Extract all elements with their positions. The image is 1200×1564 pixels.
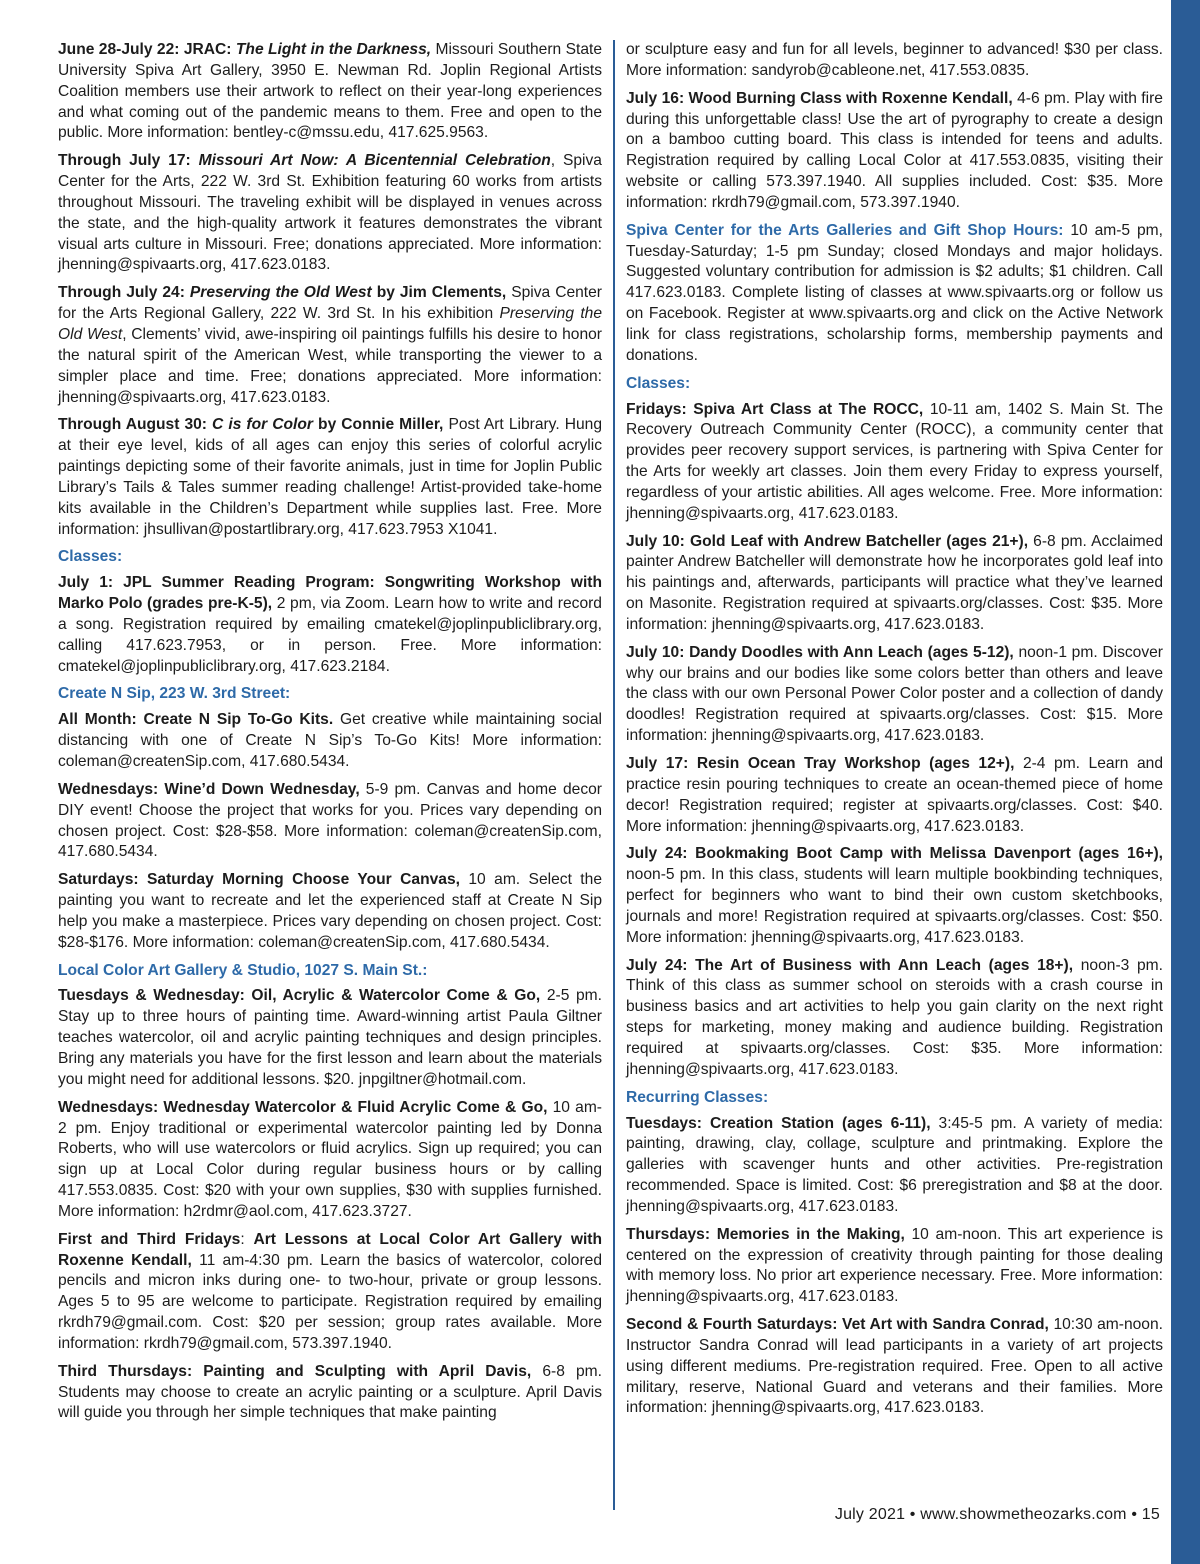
event-preserving-old-west: Through July 24: Preserving the Old West by Jim Clements, Spiva Center for the Arts Regional Gallery, 222 W. 3rd St. In his exhibition Preserving the Old West, Clements’ vivid, awe-inspiring oil paintings fulfills his desire to honor the natural spirit of the American West, while transporting the viewer to a simpler place and time. Free; donations appreciated. More information: jhenning@spivaarts.org, 417.623.0183. [58, 284, 602, 406]
event-saturday-canvas: Saturdays: Saturday Morning Choose Your Canvas, 10 am. Select the painting you want to recreate and let the experienced staff at Create N Sip help you make a masterpiece. Prices vary depending on chosen project. Cost: $28-$176. More information: coleman@createnSip.com, 417.680.5434. [58, 871, 602, 951]
right-column [626, 40, 1163, 1426]
event-resin-tray: July 17: Resin Ocean Tray Workshop (ages 12+), 2-4 pm. Learn and practice resin pouring techniques to create an ocean-themed piece of home decor! Registration required; register at spivaarts.org/classes. Cost: $40. More information: jhenning@spivaarts.org, 417.623.0183. [626, 755, 1163, 835]
event-missouri-art-now: Through July 17: Missouri Art Now: A Bicentennial Celebration, Spiva Center for the Arts, 222 W. 3rd St. Exhibition featuring 60 works from artists throughout Missouri. The traveling exhibit will be displayed in venues across the state, and the high-quality artwork it features demonstrates the vibrant visual arts culture in Missouri. Free; donations appreciated. More information: jhenning@spivaarts.org, 417.623.0183. [58, 152, 602, 274]
column-divider [613, 40, 615, 1510]
event-wood-burning: July 16: Wood Burning Class with Roxenne Kendall, 4-6 pm. Play with fire during this unforgettable class! Use the art of pyrography to create a design on a bamboo cutting board. This class is intended for teens and adults. Registration required by calling Local Color at 417.553.0835, visiting their website or calling 573.397.1940. All supplies included. Cost: $35. More information: rkrdh79@gmail.com, 573.397.1940. [626, 89, 1163, 211]
section-heading-local-color: Local Color Art Gallery & Studio, 1027 S. Main St.: [58, 961, 428, 979]
spiva-hours: Spiva Center for the Arts Galleries and Gift Shop Hours: 10 am-5 pm, Tuesday-Saturday; 1-5 pm Sunday; closed Mondays and major holidays. Suggested voluntary contribution for admission is $2 adults; $1 children. Call 417.623.0183. Complete listing of classes at www.spivaarts.org or follow us on Facebook. Register at www.spivaarts.org and click on the Active Network link for class registrations, scholarship forms, membership payments and donations. [626, 221, 1163, 364]
event-wine-down: Wednesdays: Wine’d Down Wednesday, 5-9 pm. Canvas and home decor DIY event! Choose the project that works for you. Prices vary depending on chosen project. Cost: $28-$58. More information: coleman@createnSip.com, 417.680.5434. [58, 780, 602, 861]
event-art-of-business: July 24: The Art of Business with Ann Leach (ages 18+), noon-3 pm. Think of this class as summer school on steroids with a crash course in business basics and art activities to help you gain clarity on the next right steps for marketing, money making and audience building. Registration required at spivaarts.org/classes. Cost: $35. More information: jhenning@spivaarts.org, 417.623.0183. [626, 956, 1163, 1078]
event-april-davis-continued: or sculpture easy and fun for all levels, beginner to advanced! $30 per class. More information: sandyrob@cableone.net, 417.553.0835. [626, 41, 1163, 79]
section-heading-classes: Classes: [58, 548, 123, 566]
event-april-davis: Third Thursdays: Painting and Sculpting with April Davis, 6-8 pm. Students may choose to create an acrylic painting or a sculpture. April Davis will guide you through her simple techniques that make painting [58, 1362, 602, 1422]
event-memories-in-the-making: Thursdays: Memories in the Making, 10 am-noon. This art experience is centered on the expression of creativity through painting for those dealing with memory loss. No prior art experience necessary. Free. More information: jhenning@spivaarts.org, 417.623.0183. [626, 1225, 1164, 1306]
event-rocc-class: Fridays: Spiva Art Class at The ROCC, 10-11 am, 1402 S. Main St. The Recovery Outreach Community Center (ROCC), a community center that provides peer recovery support services, is partnering with Spiva Center for the Arts for weekly art classes. Join them every Friday to express yourself, regardless of your artistic abilities. All ages welcome. Free. More information: jhenning@spivaarts.org, 417.623.0183. [626, 400, 1163, 522]
event-watercolor-fluid-acrylic: Wednesdays: Wednesday Watercolor & Fluid Acrylic Come & Go, 10 am-2 pm. Enjoy traditional or experimental watercolor painting led by Donna Roberts, who will use watercolors or fluid acrylics. Sign up required; you can sign up at Local Color during regular business hours or by calling 417.553.0835. Cost: $20 with your own supplies, $30 with supplies furnished. More information: h2rdmr@aol.com, 417.623.3727. [58, 1098, 602, 1220]
event-bookmaking: July 24: Bookmaking Boot Camp with Melissa Davenport (ages 16+), noon-5 pm. In this class, students will learn multiple bookbinding techniques, perfect for beginners who want to bind their own custom sketchbooks, journals and more! Registration required at spivaarts.org/classes. Cost: $50. More information: jhenning@spivaarts.org, 417.623.0183. [626, 845, 1163, 946]
event-jrac: June 28-July 22: JRAC: The Light in the Darkness, Missouri Southern State University Spiva Art Gallery, 3950 E. Newman Rd. Joplin Regional Artists Coalition members use their artwork to reflect on their year-long experiences and what coming out of the pandemic means to them. Free and open to the public. More information: bentley-c@mssu.edu, 417.625.9563. [58, 41, 602, 142]
event-gold-leaf: July 10: Gold Leaf with Andrew Batcheller (ages 21+), 6-8 pm. Acclaimed painter Andrew Batcheller will demonstrate how he incorporates gold leaf into his paintings and, afterwards, participants will practice what they’ve learned on Masonite. Registration required at spivaarts.org/classes. Cost: $35. More information: jhenning@spivaarts.org, 417.623.0183. [626, 532, 1164, 633]
section-heading-create-n-sip: Create N Sip, 223 W. 3rd Street: [58, 685, 291, 703]
event-vet-art: Second & Fourth Saturdays: Vet Art with Sandra Conrad, 10:30 am-noon. Instructor Sandra Conrad will lead participants in a variety of art projects using different mediums. Pre-registration required. Free. Open to all active military, reserve, National Guard and veterans and their families. More information: jhenning@spivaarts.org, 417.623.0183. [626, 1316, 1163, 1417]
section-heading-spiva-classes: Classes: [626, 374, 691, 392]
right-edge-color-bar [1171, 0, 1200, 1564]
event-jpl-songwriting: July 1: JPL Summer Reading Program: Songwriting Workshop with Marko Polo (grades pre-K-5), 2 pm, via Zoom. Learn how to write and record a song. Registration required by emailing cmatekel@joplinpubliclibrary.org, calling 417.623.7953, or in person. Free. More information: cmatekel@joplinpubliclibrary.org, 417.623.2184. [58, 574, 602, 675]
event-creation-station: Tuesdays: Creation Station (ages 6-11), 3:45-5 pm. A variety of media: painting, drawing, clay, collage, sculpture and printmaking. Explore the galleries with scavenger hunts and other activities. Pre-registration recommended. Space is limited. Cost: $6 preregistration and $8 at the door. jhenning@spivaarts.org, 417.623.0183. [626, 1114, 1163, 1215]
event-oil-acrylic-watercolor: Tuesdays & Wednesday: Oil, Acrylic & Watercolor Come & Go, 2-5 pm. Stay up to three hours of painting time. Award-winning artist Paula Giltner teaches watercolor, oil and acrylic painting techniques and design principles. Bring any materials you have for the first lesson and learn about the materials you might need for additional lessons. $20. jnpgiltner@hotmail.com. [58, 987, 602, 1088]
event-dandy-doodles: July 10: Dandy Doodles with Ann Leach (ages 5-12), noon-1 pm. Discover why our brains and our bodies like some colors better than others and leave the class with our own Personal Power Color poster and a collection of dandy doodles! Registration required at spivaarts.org/classes. Cost: $15. More information: jhenning@spivaarts.org, 417.623.0183. [626, 643, 1163, 745]
section-heading-recurring-classes: Recurring Classes: [626, 1088, 769, 1106]
left-column [58, 40, 602, 1431]
event-to-go-kits: All Month: Create N Sip To-Go Kits. Get creative while maintaining social distancing with one of Create N Sip’s To-Go Kits! More information: coleman@createnSip.com, 417.680.5434. [58, 711, 602, 770]
page-footer: July 2021 • www.showmetheozarks.com • 15 [834, 1506, 1160, 1523]
event-c-is-for-color: Through August 30: C is for Color by Connie Miller, Post Art Library. Hung at their eye level, kids of all ages can enjoy this series of colorful acrylic paintings depicting some of their favorite animals, just in time for Joplin Public Library’s Tails & Tales summer reading challenge! Artist-provided take-home kits available in the Children’s Department while supplies last. Free. More information: jhsullivan@postartlibrary.org, 417.623.7953 X1041. [58, 416, 602, 538]
event-art-lessons: First and Third Fridays: Art Lessons at Local Color Art Gallery with Roxenne Kendall, 11 am-4:30 pm. Learn the basics of watercolor, colored pencils and micron inks during one- to two-hour, private or group lessons. Ages 5 to 95 are welcome to participate. Registration required by emailing rkrdh79@gmail.com. Cost: $20 per session; group rates available. More information: rkrdh79@gmail.com, 573.397.1940. [58, 1230, 602, 1352]
